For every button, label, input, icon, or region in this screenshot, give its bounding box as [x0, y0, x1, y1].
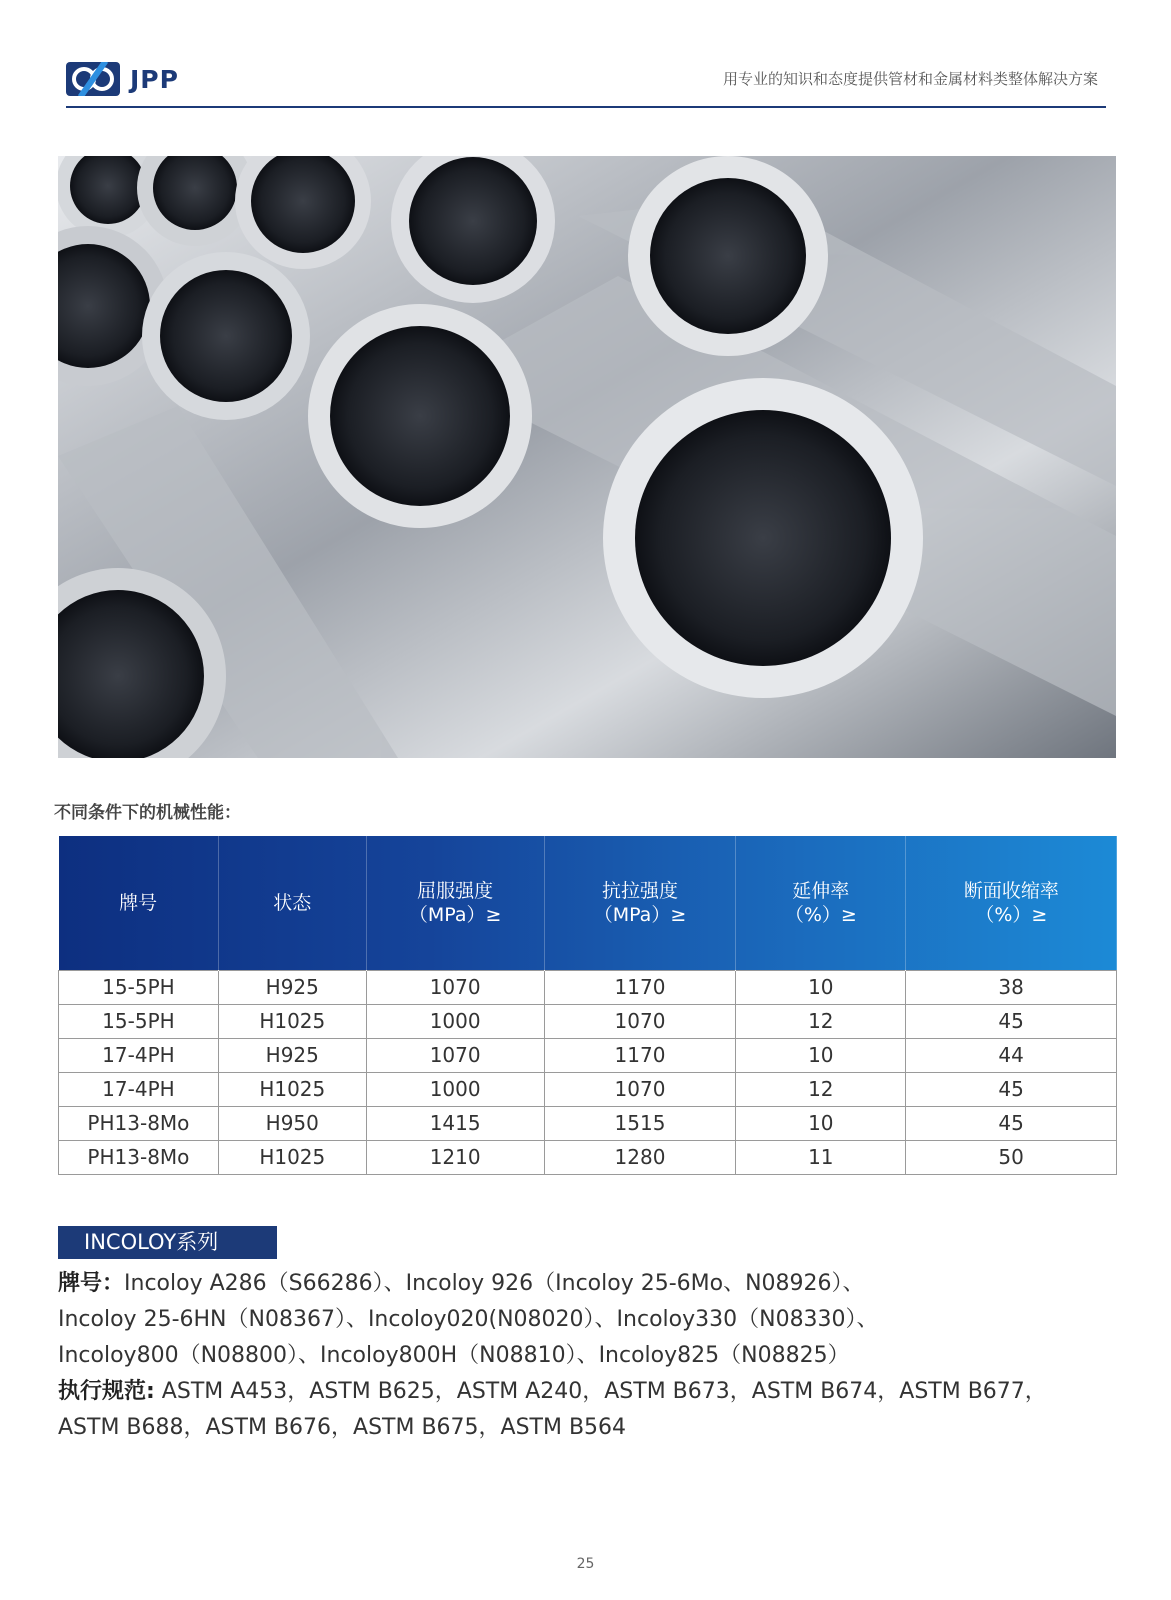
grade-line: [58, 1266, 1118, 1302]
grade-label: 牌号：: [58, 1271, 125, 1296]
incoloy-spec-block: [58, 1266, 1118, 1446]
brand-name: JPP: [130, 64, 179, 94]
stainless-steel-pipes-photo: [58, 156, 1116, 758]
table-row: [59, 1140, 1117, 1174]
table-row: [59, 1038, 1117, 1072]
cell-yield: 1415: [366, 1106, 544, 1140]
cell-grade: 15-5PH: [59, 1004, 219, 1038]
spec-label: 执行规范:: [58, 1379, 155, 1404]
spec-text: ASTM B688，ASTM B676，ASTM B675，ASTM B564: [58, 1415, 627, 1440]
mechanical-properties-table: [58, 836, 1117, 1175]
cell-elongation: 11: [736, 1140, 906, 1174]
cell-yield: 1210: [366, 1140, 544, 1174]
cell-tensile: 1515: [544, 1106, 736, 1140]
cell-reduction: 44: [906, 1038, 1117, 1072]
cell-elongation: 12: [736, 1004, 906, 1038]
table-row: [59, 1072, 1117, 1106]
cell-reduction: 45: [906, 1004, 1117, 1038]
cell-yield: 1070: [366, 970, 544, 1004]
cell-reduction: 38: [906, 970, 1117, 1004]
cell-elongation: 10: [736, 1106, 906, 1140]
grade-line: [58, 1338, 1118, 1374]
cell-tensile: 1070: [544, 1004, 736, 1038]
cell-elongation: 10: [736, 1038, 906, 1072]
cell-elongation: 12: [736, 1072, 906, 1106]
cell-condition: H1025: [218, 1140, 366, 1174]
table-row: [59, 970, 1117, 1004]
cell-elongation: 10: [736, 970, 906, 1004]
grade-text: Incoloy 25-6HN（N08367）、Incoloy020(N08020）、Incoloy330（N08330）、: [58, 1307, 879, 1332]
jpp-logo-icon: [66, 62, 120, 96]
header-elongation: 延伸率 （%）≥: [736, 836, 906, 970]
spec-line: [58, 1410, 1118, 1446]
header-tagline: 用专业的知识和态度提供管材和金属材料类整体解决方案: [722, 70, 1098, 88]
cell-tensile: 1170: [544, 970, 736, 1004]
grade-text: Incoloy A286（S66286）、Incoloy 926（Incoloy 25-6Mo、N08926）、: [124, 1271, 865, 1296]
grade-text: Incoloy800（N08800）、Incoloy800H（N08810）、Incoloy825（N08825）: [58, 1343, 850, 1368]
header-reduction-of-area: 断面收缩率 （%）≥: [963, 879, 1059, 926]
cell-grade: PH13-8Mo: [59, 1140, 219, 1174]
cell-yield: 1000: [366, 1072, 544, 1106]
cell-yield: 1000: [366, 1004, 544, 1038]
cell-grade: PH13-8Mo: [59, 1106, 219, 1140]
section-label-mechanical-properties: 不同条件下的机械性能：: [54, 803, 241, 823]
header-tensile-strength: 抗拉强度 （MPa）≥: [544, 836, 736, 970]
cell-reduction: 45: [906, 1106, 1117, 1140]
page-number: 25: [576, 1556, 595, 1572]
cell-tensile: 1170: [544, 1038, 736, 1072]
cell-condition: H1025: [218, 1072, 366, 1106]
cell-condition: H1025: [218, 1004, 366, 1038]
cell-reduction: 50: [906, 1140, 1117, 1174]
cell-grade: 15-5PH: [59, 970, 219, 1004]
cell-tensile: 1280: [544, 1140, 736, 1174]
cell-condition: H925: [218, 1038, 366, 1072]
header-grade: 牌号: [59, 836, 219, 970]
cell-grade: 17-4PH: [59, 1072, 219, 1106]
table-header-row: [59, 836, 1117, 970]
cell-condition: H950: [218, 1106, 366, 1140]
incoloy-series-title: INCOLOY系列: [58, 1226, 277, 1259]
cell-tensile: 1070: [544, 1072, 736, 1106]
table-row: [59, 1106, 1117, 1140]
cell-reduction: 45: [906, 1072, 1117, 1106]
spec-line: [58, 1374, 1118, 1410]
cell-condition: H925: [218, 970, 366, 1004]
header-condition: 状态: [218, 836, 366, 970]
cell-grade: 17-4PH: [59, 1038, 219, 1072]
grade-line: [58, 1302, 1118, 1338]
brand-logo: [66, 62, 179, 96]
spec-text: ASTM A453，ASTM B625，ASTM A240，ASTM B673，ASTM B674，ASTM B677，: [154, 1379, 1047, 1404]
table-row: [59, 1004, 1117, 1038]
header-yield-strength: 屈服强度 （MPa）≥: [366, 836, 544, 970]
cell-yield: 1070: [366, 1038, 544, 1072]
page-header: [66, 60, 1106, 108]
